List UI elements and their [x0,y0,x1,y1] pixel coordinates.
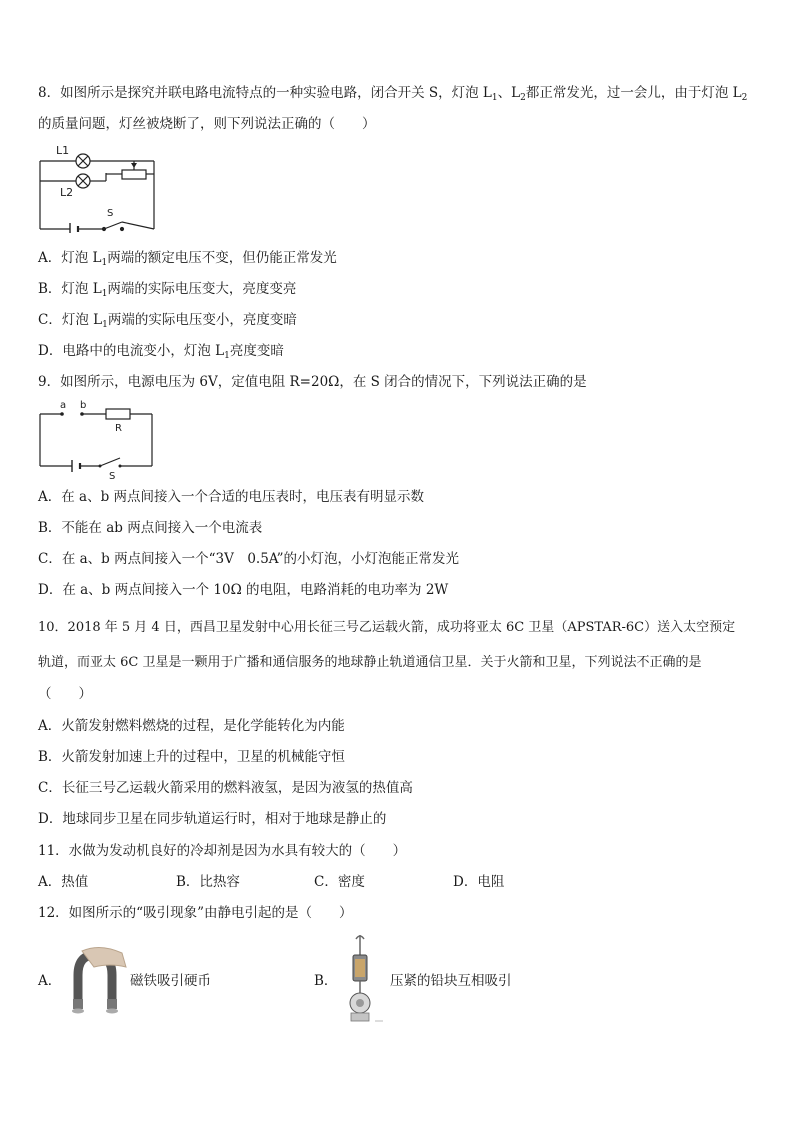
q9-option-c: C．在 a、b 两点间接入一个“3V 0.5A”的小灯泡，小灯泡能正常发光 [38,551,459,567]
q8-option-d: D．电路中的电流变小，灯泡 $L_1$亮度变暗 [38,343,284,361]
q8-stem-line1: 8．如图所示是探究并联电路电流特点的一种实验电路，闭合开关 S，灯泡 $L_1$、$L_2$都正常发光，过一会儿，由于灯泡 $L_2$ [38,85,748,103]
q12-stem: 12．如图所示的“吸引现象”由静电引起的是（ ） [38,905,353,921]
q9-label-r: R [115,423,122,434]
q9-label-s: S [109,471,116,480]
q10-stem-line2: 轨道，而亚太 6C 卫星是一颗用于广播和通信服务的地球静止轨道通信卫星．关于火箭和卫星，下列说法不正确的是 [38,655,702,670]
q12-option-a-magnet-image [60,945,130,1015]
q9-option-b: B．不能在 ab 两点间接入一个电流表 [38,520,263,536]
q8-label-l2: L2 [60,186,74,199]
q10-option-b: B．火箭发射加速上升的过程中，卫星的机械能守恒 [38,749,345,765]
q9-circuit-diagram [36,400,161,480]
q9-label-b: b [80,400,87,411]
q8-label-l1: L1 [56,144,70,157]
q10-stem-line3: （ ） [38,686,92,702]
q8-option-a: A．灯泡 $L_1$两端的额定电压不变，但仍能正常发光 [38,250,337,268]
q9-stem: 9．如图所示，电源电压为 6V，定值电阻 R=20Ω，在 S 闭合的情况下，下列说法正确的是 [38,374,587,390]
q11-option-c: C．密度 [314,874,365,890]
q10-stem-line1: 10．2018 年 5 月 4 日，西昌卫星发射中心用长征三号乙运载火箭，成功将亚太 6C 卫星（APSTAR-6C）送入太空预定 [38,620,736,635]
q11-option-b: B．比热容 [176,874,240,890]
q8-circuit-diagram [36,143,161,233]
q11-option-d: D．电阻 [453,874,505,890]
q10-option-a: A．火箭发射燃料燃烧的过程，是化学能转化为内能 [38,718,345,734]
q9-option-a: A．在 a、b 两点间接入一个合适的电压表时，电压表有明显示数 [38,489,425,505]
q8-stem-line2: 的质量问题，灯丝被烧断了，则下列说法正确的（ ） [38,116,376,132]
q8-option-b: B．灯泡 $L_1$两端的实际电压变大，亮度变亮 [38,281,297,299]
q12-option-a-letter: A． [38,973,62,989]
q12-option-b-lead-blocks-image [335,935,385,1025]
q8-option-c: C．灯泡 $L_1$两端的实际电压变小，亮度变暗 [38,312,297,330]
q11-option-a: A．热值 [38,874,89,890]
q12-option-a-caption: 磁铁吸引硬币 [130,973,211,989]
q11-stem: 11．水做为发动机良好的冷却剂是因为水具有较大的（ ） [38,843,407,859]
q8-label-s: S [107,208,114,219]
q12-option-b-caption: 压紧的铅块互相吸引 [390,973,512,989]
q12-option-b-letter: B． [314,973,338,989]
q10-option-c: C．长征三号乙运载火箭采用的燃料液氢，是因为液氢的热值高 [38,780,413,796]
q10-option-d: D．地球同步卫星在同步轨道运行时，相对于地球是静止的 [38,811,387,827]
q9-label-a: a [60,400,67,411]
q9-option-d: D．在 a、b 两点间接入一个 10Ω 的电阻，电路消耗的电功率为 2W [38,582,449,598]
